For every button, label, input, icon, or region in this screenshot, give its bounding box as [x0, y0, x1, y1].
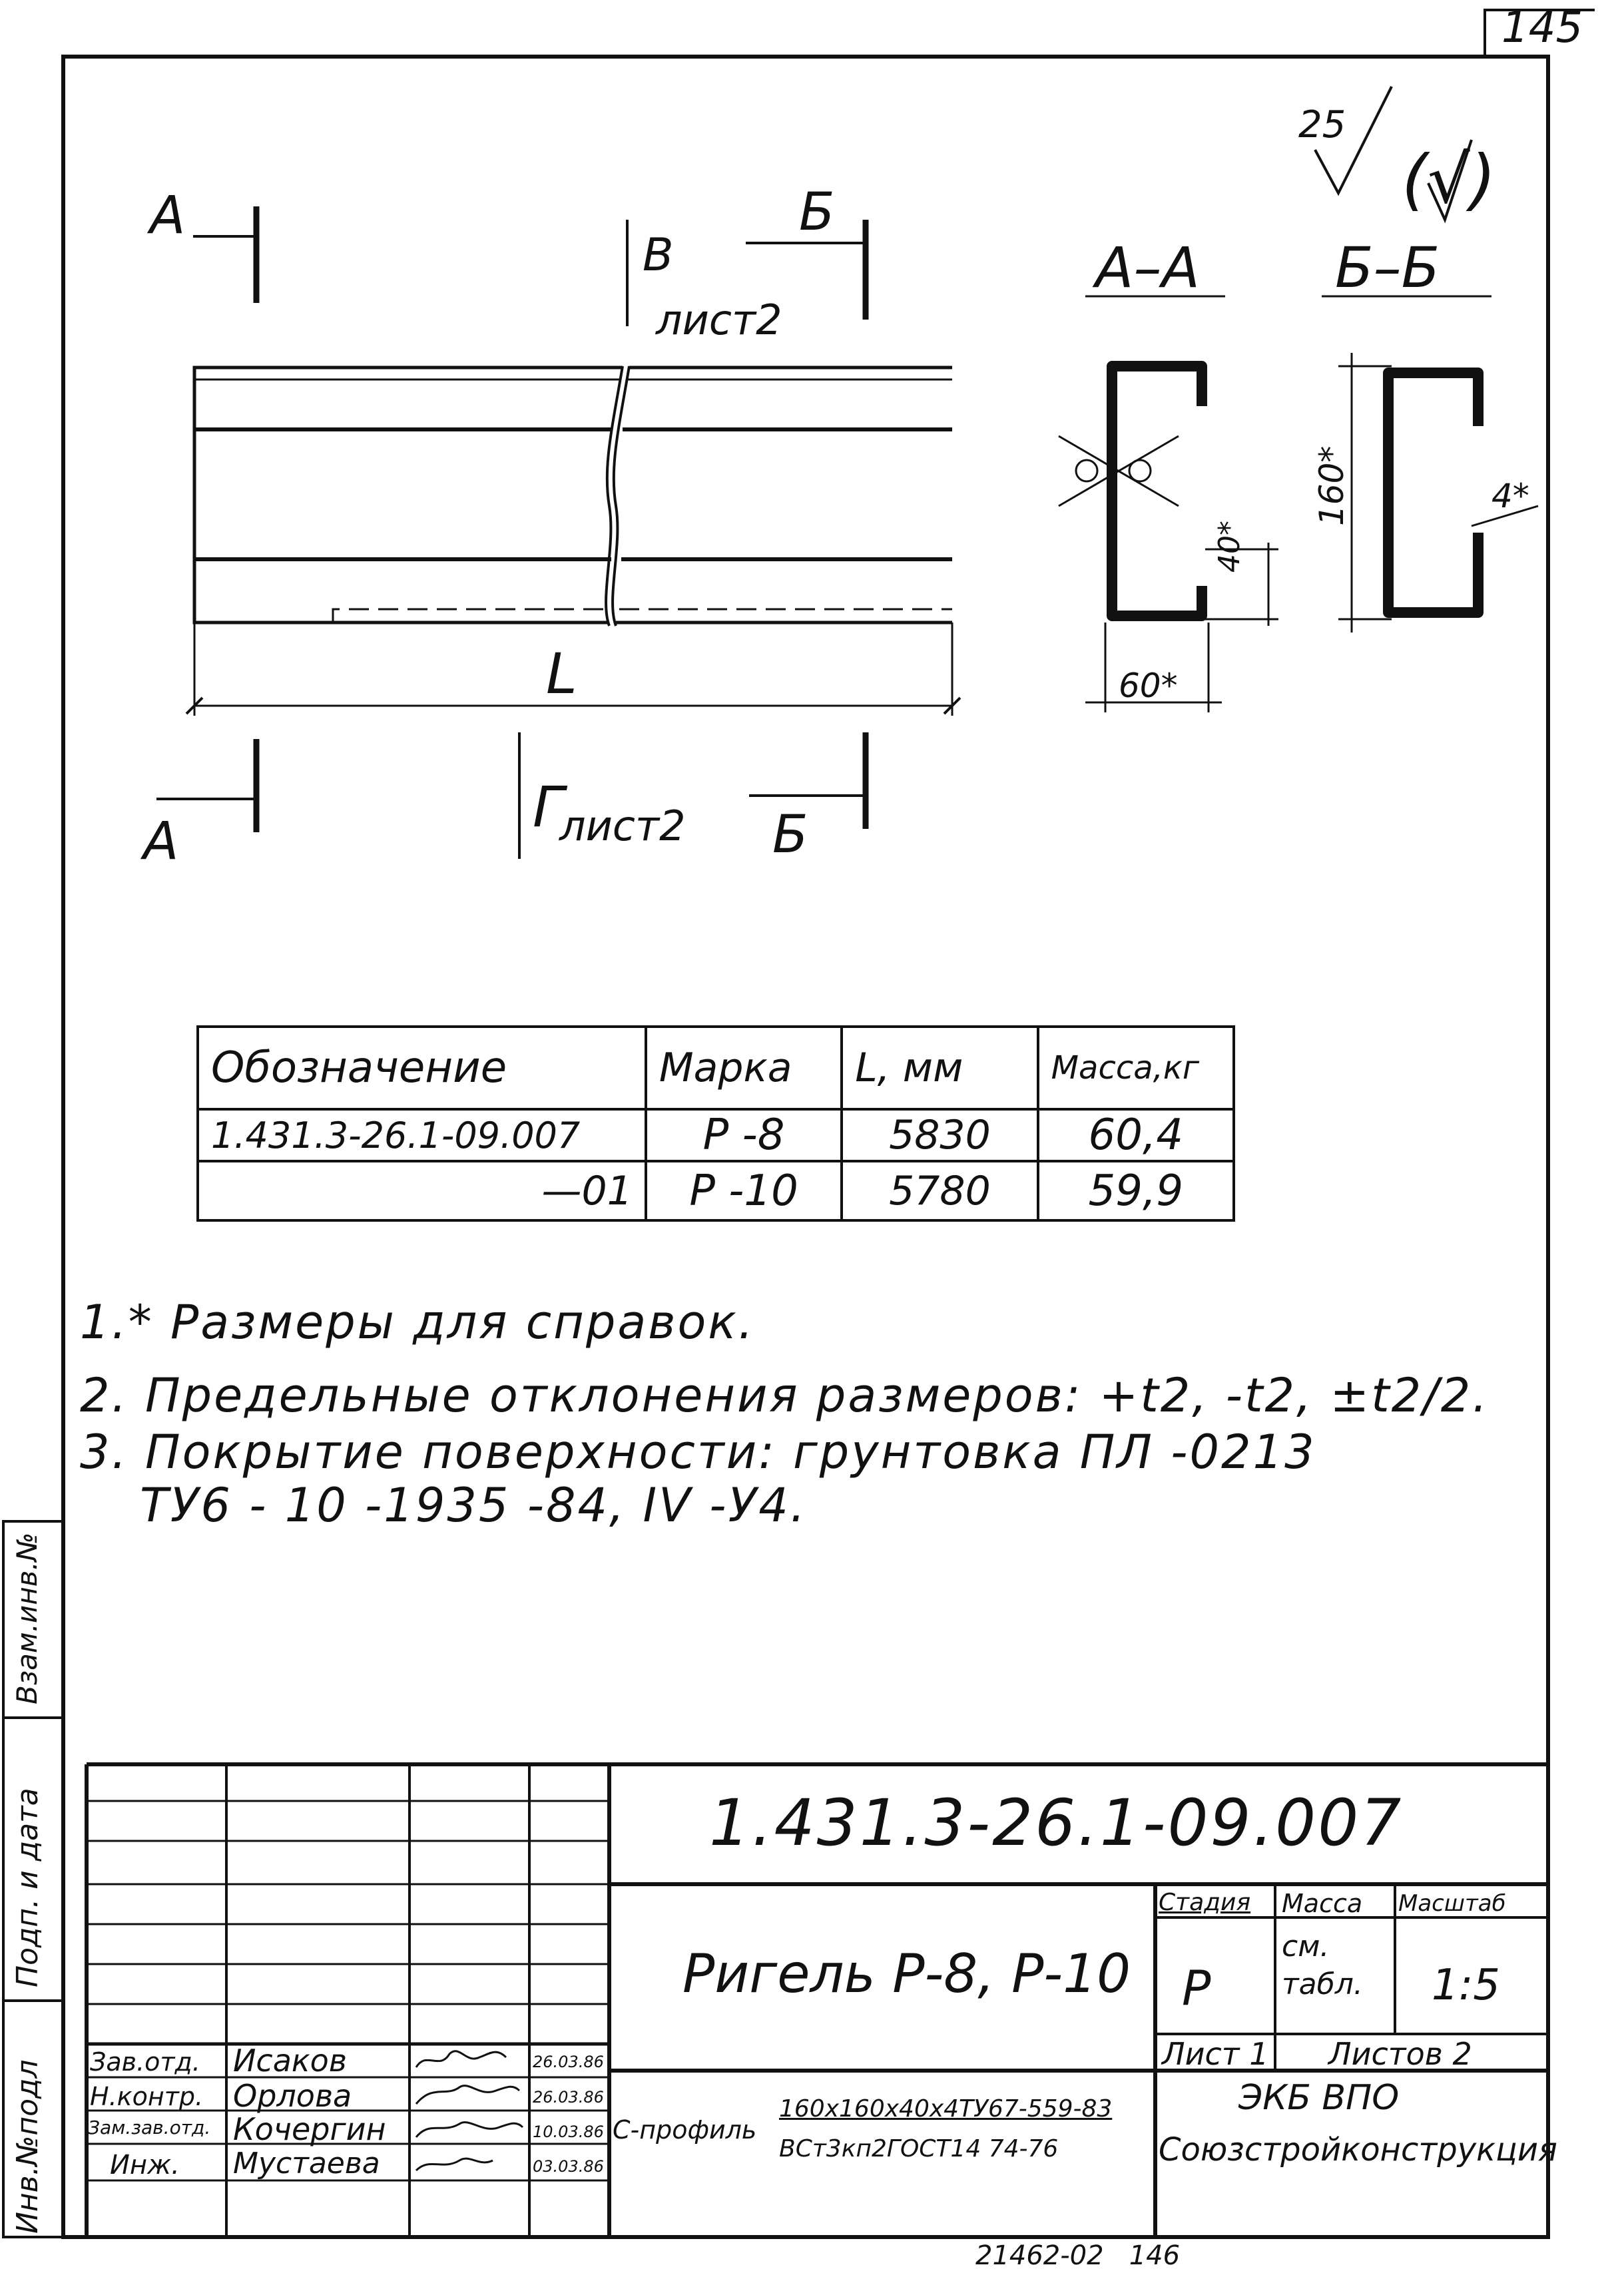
sig-role-3: Зам.зав.отд.	[88, 2117, 211, 2139]
sig-role-1: Зав.отд.	[90, 2047, 200, 2077]
section-b-label-bottom: Б	[772, 805, 808, 865]
header-mass: Масса,кг	[1038, 1027, 1234, 1109]
section-b-b-title: Б–Б	[1335, 235, 1440, 300]
length-label: L	[546, 641, 577, 706]
dim-60: 60*	[1119, 666, 1178, 705]
note-2: 2. Предельные отклонения размеров: +t2, -t2, ±t2/2.	[80, 1368, 1489, 1423]
stage-value: Р	[1182, 1960, 1211, 2016]
header-mark: Марка	[646, 1027, 842, 1109]
sig-date-2: 26.03.86	[533, 2088, 604, 2107]
stage-header: Стадия	[1159, 1889, 1251, 1916]
side-podp-data: Подп. и дата	[11, 1788, 45, 1987]
scale-header: Масштаб	[1398, 1890, 1506, 1917]
header-length: L, мм	[842, 1027, 1037, 1109]
row1-length: 5830	[842, 1109, 1037, 1161]
section-a-a-title: А–А	[1095, 235, 1200, 300]
sig-name-2: Орлова	[233, 2078, 352, 2114]
sig-date-3: 10.03.86	[533, 2123, 604, 2141]
note-3-cont: ТУ6 - 10 -1935 -84, IV -У4.	[140, 1478, 808, 1533]
roughness-general: (√)	[1402, 140, 1496, 218]
view-g-sheet: лист2	[559, 802, 686, 850]
side-vzam-inv: Взам.инв.№	[11, 1532, 43, 1704]
scale-value: 1:5	[1432, 1961, 1500, 2010]
sig-role-2: Н.контр.	[90, 2082, 204, 2111]
row1-mass: 60,4	[1038, 1109, 1234, 1161]
dim-160: 160*	[1312, 445, 1351, 526]
mass-header: Масса	[1282, 1889, 1363, 1918]
view-v-label: В	[643, 229, 674, 282]
row2-mark: Р -10	[646, 1161, 842, 1220]
sheets-total: Листов 2	[1328, 2036, 1472, 2072]
sig-name-4: Мустаева	[233, 2146, 380, 2180]
sheet-number: Лист 1	[1162, 2036, 1269, 2072]
bottom-number: 21462-02 146	[975, 2240, 1181, 2271]
roughness-value: 25	[1298, 103, 1346, 146]
row2-designation: —01	[198, 1161, 646, 1220]
org-line-1: ЭКБ ВПО	[1238, 2078, 1400, 2118]
dim-40: 40*	[1213, 521, 1246, 573]
section-a-label-top: А	[150, 186, 186, 246]
dim-4: 4*	[1491, 477, 1529, 515]
row1-mark: Р -8	[646, 1109, 842, 1161]
sig-date-4: 03.03.86	[533, 2157, 604, 2176]
mass-value: см. табл.	[1282, 1929, 1363, 2002]
row2-length: 5780	[842, 1161, 1037, 1220]
sig-name-3: Кочергин	[233, 2111, 386, 2147]
row2-mass: 59,9	[1038, 1161, 1234, 1220]
note-1: 1.* Размеры для справок.	[80, 1295, 755, 1350]
header-designation: Обозначение	[198, 1027, 646, 1109]
document-code: 1.431.3-26.1-09.007	[709, 1786, 1404, 1860]
sig-name-1: Исаков	[233, 2043, 347, 2079]
material-line-2: ВСт3кп2ГОСТ14 74-76	[779, 2135, 1059, 2162]
org-line-2: Союзстройконструкция	[1159, 2131, 1557, 2168]
view-g-label: Г	[533, 774, 564, 840]
note-3: 3. Покрытие поверхности: грунтовка ПЛ -0213	[80, 1425, 1316, 1479]
sig-role-4: Инж.	[110, 2150, 180, 2180]
page-number: 145	[1501, 3, 1583, 53]
row1-designation: 1.431.3-26.1-09.007	[198, 1109, 646, 1161]
sig-date-1: 26.03.86	[533, 2053, 604, 2071]
drawing-title: Ригель Р-8, Р-10	[682, 1943, 1131, 2005]
material-label: С-профиль	[613, 2115, 757, 2145]
section-a-label-bottom: А	[143, 812, 179, 872]
material-line-1: 160х160х40х4ТУ67-559-83	[779, 2095, 1113, 2123]
section-b-label-top: Б	[799, 182, 835, 242]
side-inv-podl: Инв.№подл	[11, 2059, 45, 2234]
view-v-sheet: лист2	[656, 296, 782, 344]
